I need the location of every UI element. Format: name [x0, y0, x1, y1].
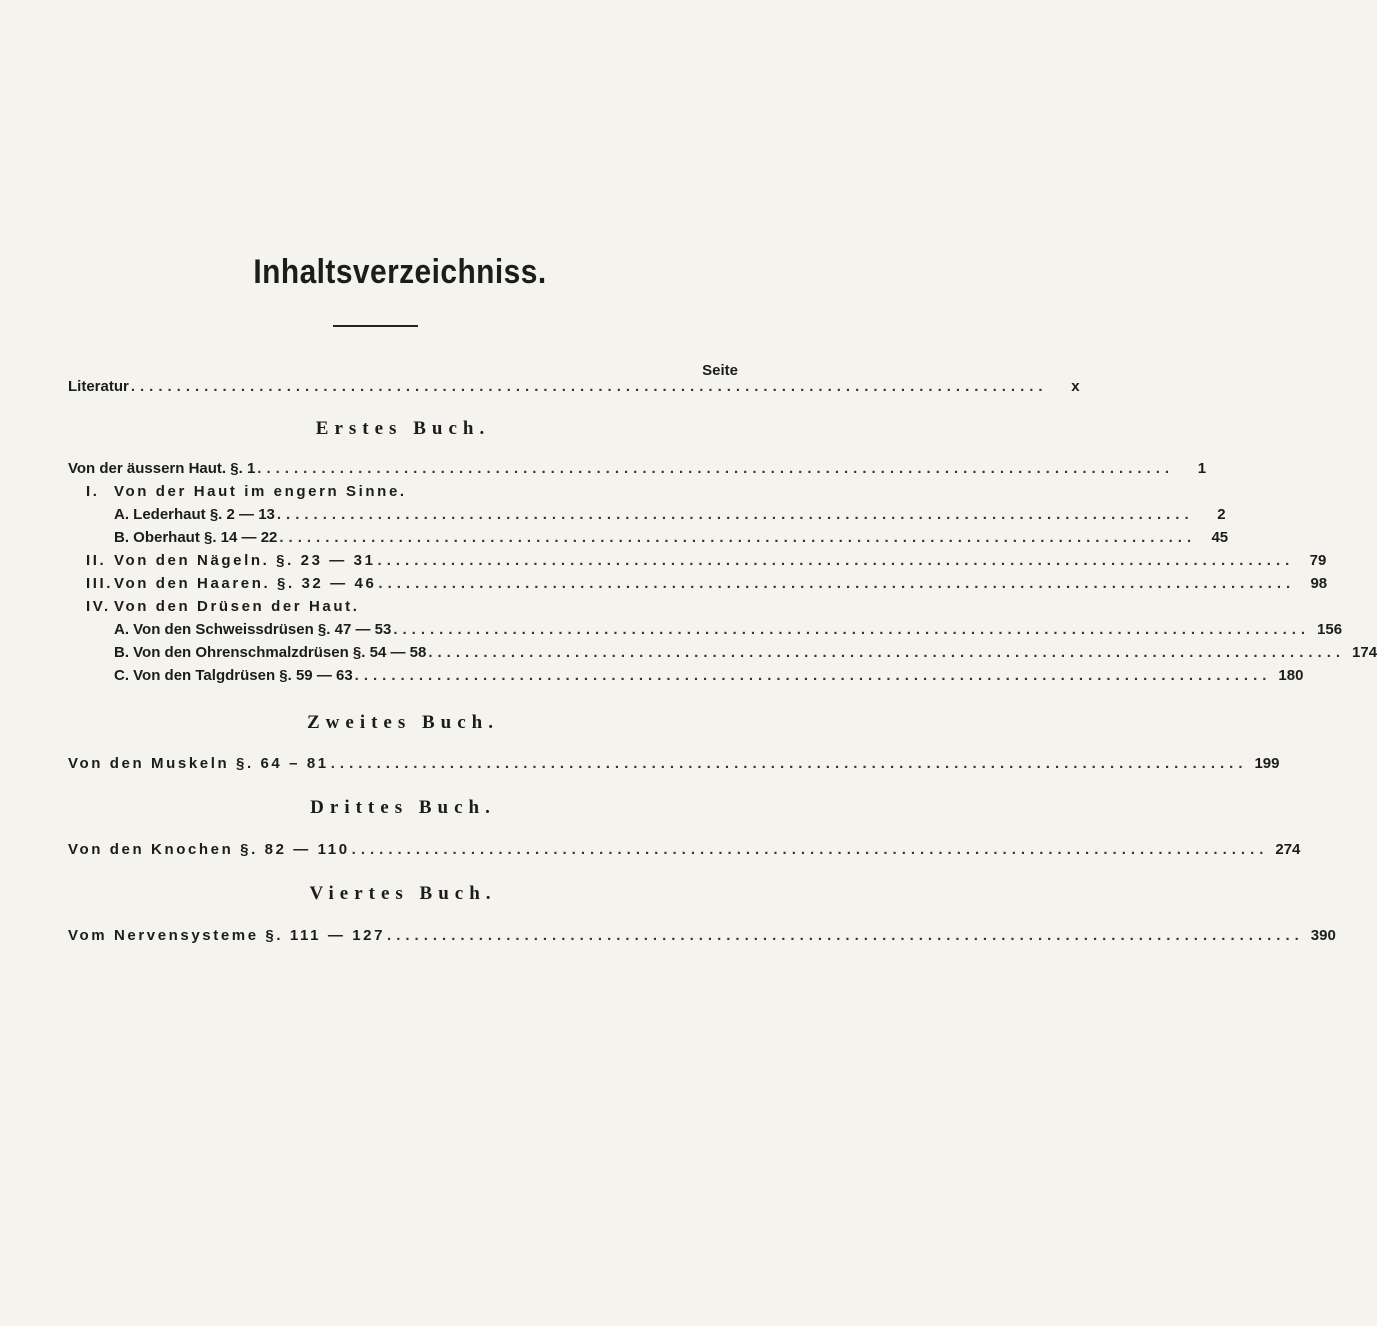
leader-dots: .................................................................................................... — [354, 667, 1272, 684]
toc-entry-schweissdruesen — [114, 621, 1343, 641]
leader-dots: .................................................................................................... — [393, 621, 1311, 638]
section-numeral: I. — [86, 483, 100, 500]
toc-entry-page: 390 — [1310, 927, 1336, 944]
toc-entry-page: 180 — [1278, 667, 1304, 684]
leader-dots: .................................................................................................... — [378, 575, 1296, 592]
leader-dots: .................................................................................................... — [279, 529, 1197, 546]
toc-entry-oberhaut — [114, 529, 1229, 549]
leader-dots: .................................................................................................... — [387, 927, 1304, 944]
toc-entry-ohrenschmalzdruesen — [114, 644, 1377, 664]
section-numeral: II. — [86, 552, 107, 569]
toc-entry-page: 199 — [1254, 755, 1280, 772]
toc-entry-page: 2 — [1217, 506, 1226, 523]
leader-dots: .................................................................................................... — [428, 644, 1346, 661]
leader-dots: .................................................................................................... — [330, 755, 1248, 772]
book-heading-fourth: Viertes Buch. — [309, 883, 497, 904]
toc-entry-label: Von den Muskeln §. 64 – 81 — [68, 755, 329, 772]
section-numeral: III. — [86, 575, 114, 592]
toc-entry-page: 1 — [1197, 460, 1207, 477]
toc-entry-literatur — [68, 378, 1080, 398]
toc-entry-haaren — [86, 575, 1328, 595]
book-heading-third: Drittes Buch. — [310, 797, 496, 818]
toc-entry-nervensysteme — [68, 927, 1336, 947]
toc-entry-muskeln — [68, 755, 1280, 775]
toc-entry-page: 45 — [1211, 529, 1229, 546]
toc-entry-label: Von der äussern Haut. §. 1 — [68, 460, 256, 477]
leader-dots: .................................................................................................... — [130, 378, 1048, 395]
book-heading-first: Erstes Buch. — [315, 418, 491, 439]
section-numeral: IV. — [86, 598, 111, 615]
leader-dots: .................................................................................................... — [276, 506, 1194, 523]
toc-entry-haut — [68, 460, 1207, 480]
toc-entry-label: B. Von den Ohrenschmalzdrüsen §. 54 — 58 — [114, 644, 427, 661]
section-title: Von den Drüsen der Haut. — [114, 598, 360, 615]
toc-entry-page: 98 — [1310, 575, 1328, 592]
toc-entry-label: Von den Haaren. §. 32 — 46 — [114, 575, 377, 592]
toc-entry-label: Von den Knochen §. 82 — 110 — [68, 841, 350, 858]
toc-entry-page: 174 — [1352, 644, 1377, 661]
toc-entry-page: x — [1071, 378, 1080, 395]
toc-entry-label: A. Lederhaut §. 2 — 13 — [114, 506, 275, 523]
toc-entry-lederhaut — [114, 506, 1226, 526]
book-heading-second: Zweites Buch. — [307, 712, 499, 733]
section-title: Von der Haut im engern Sinne. — [114, 483, 407, 500]
toc-section-druesen — [86, 598, 756, 615]
title-divider — [333, 325, 418, 327]
toc-entry-page: 156 — [1317, 621, 1343, 638]
toc-entry-label: Literatur — [68, 378, 129, 395]
toc-entry-label: Vom Nervensysteme §. 111 — 127 — [68, 927, 386, 944]
toc-entry-naegeln — [86, 552, 1327, 572]
toc-entry-page: 274 — [1275, 841, 1301, 858]
toc-entry-page: 79 — [1309, 552, 1327, 569]
leader-dots: .................................................................................................... — [257, 460, 1175, 477]
toc-section-haut-engern — [86, 483, 756, 500]
toc-entry-label: Von den Nägeln. §. 23 — 31 — [114, 552, 376, 569]
page-column-header: Seite — [702, 362, 738, 379]
toc-entry-label: A. Von den Schweissdrüsen §. 47 — 53 — [114, 621, 392, 638]
leader-dots: .................................................................................................... — [377, 552, 1295, 569]
toc-entry-talgdruesen — [114, 667, 1304, 687]
toc-entry-label: B. Oberhaut §. 14 — 22 — [114, 529, 278, 546]
leader-dots: .................................................................................................... — [351, 841, 1269, 858]
toc-entry-knochen — [68, 841, 1301, 861]
page-title: Inhaltsverzeichniss. — [253, 253, 547, 291]
toc-entry-label: C. Von den Talgdrüsen §. 59 — 63 — [114, 667, 353, 684]
